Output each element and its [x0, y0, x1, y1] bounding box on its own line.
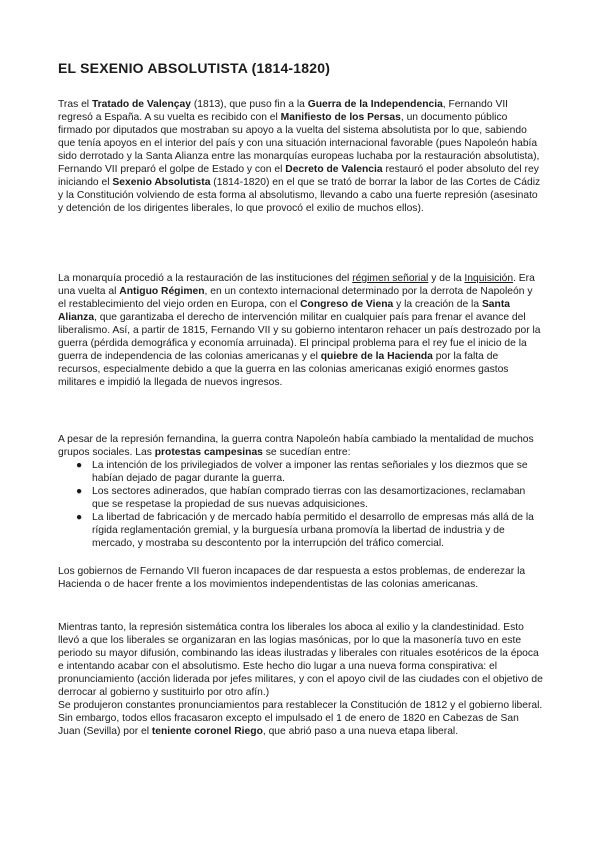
text: A pesar de la represión fernandina, la guerra contra Napoleón había cambiado la mentalidad de muchos grupos sociales. Las: [58, 434, 534, 458]
bold-term: Manifiesto de los Persas: [280, 111, 401, 123]
list-item-text: La libertad de fabricación y de mercado había permitido el desarrollo de empresas más allá de la rígida reglamentación gremial, y la burguesía urbana promovía la libertad de industria y de mercado, y mostraba su descontento por la interrupción del tráfico comercial.: [92, 511, 534, 549]
text: restauró el poder absoluto del rey iniciando el: [58, 163, 539, 188]
bold-term: teniente coronel Riego: [151, 725, 263, 737]
bullet-icon: ●: [76, 460, 83, 471]
paragraph-valencay: [58, 99, 543, 216]
bold-term: Guerra de la Independencia: [307, 99, 443, 110]
text-line-group: [58, 700, 543, 739]
bold-term: Sexenio Absolutista: [112, 176, 211, 188]
list-item: [58, 512, 543, 551]
bold-term: protestas campesinas: [154, 446, 263, 458]
paragraph-restauracion: [58, 273, 543, 390]
document-title: EL SEXENIO ABSOLUTISTA (1814-1820): [58, 60, 331, 76]
text: se sucedían entre:: [262, 446, 351, 458]
underlined-term: Inquisición: [464, 273, 514, 284]
text: , que abrió paso a una nueva etapa liberal.: [262, 725, 459, 737]
list-item-text: La intención de los privilegiados de volver a imponer las rentas señoriales y los diezmos que se habían dejado de pagar durante la guerra.: [92, 460, 528, 484]
text: (1813), que puso fin a la: [190, 99, 308, 110]
text: (1814-1820) en el que se trató de borrar la labor de las Cortes de Cádiz y la Constitución volviendo de esta forma al absolutismo, llevando a cabo una fuerte represión (asesinato y detención de los dirigentes liberales, lo que provocó el exilio de muchos ellos).: [58, 176, 541, 214]
text: , Fernando VII regresó a España. A su vuelta es recibido con el: [58, 99, 509, 123]
bullet-icon: ●: [76, 485, 83, 497]
text: y de la: [428, 273, 465, 284]
bold-term: Antiguo Régimen: [119, 285, 205, 297]
bold-term: Santa Alianza: [58, 298, 510, 323]
text: Se produjeron constantes pronunciamientos para restablecer la Constitución de 1812 y el gobierno liberal. Sin embargo, todos ellos fracasaron excepto el impulsado el 1 de enero de 1820 en Cabezas de San Juan (Sevilla) por el: [58, 699, 543, 737]
bold-term: Tratado de Valençay: [91, 99, 191, 110]
paragraph-pronunciamientos: [58, 622, 543, 739]
bold-term: quiebre de la Hacienda: [320, 350, 433, 362]
underlined-term: régimen señorial: [352, 273, 429, 284]
bold-term: Congreso de Viena: [300, 298, 394, 310]
text: , que garantizaba el derecho de intervención militar en cualquier país para frenar el avance del liberalismo. Así, a partir de 1815, Fernando VII y su gobierno intentaron rehacer un país destrozado por la guerra (pérdida demográfica y economía arruinada). El principal problema para el rey fue el inicio de la guerra de independencia de las colonias americanas y el: [58, 311, 541, 362]
bullet-list: [58, 460, 543, 551]
bullet-icon: ●: [76, 511, 83, 523]
list-item: [58, 460, 543, 486]
paragraph-protestas: [58, 434, 543, 460]
text: . Era una vuelta al: [58, 273, 535, 297]
text: Mientras tanto, la represión sistemática contra los liberales los aboca al exilio y la clandestinidad. Esto llevó a que los liberales se organizaran en las logias masónicas, por lo que la masonería tuvo en este periodo su mayor difusión, combinando las ideas ilustradas y liberales con rituales esotéricos de la época e intentando acabar con el absolutismo. Este hecho dio lugar a una nueva forma conspirativa: el pronunciamiento (acción liderada por jefes militares, y con el apoyo civil de las ciudades con el objetivo de derrocar al gobierno y sustituirlo por otro afín.): [58, 622, 543, 698]
text: por la falta de recursos, especialmente debido a que la guerra en las colonias americanas exigió enormes gastos militares e impidió la llegada de nuevos ingresos.: [58, 350, 509, 388]
paragraph-gobiernos: Los gobiernos de Fernando VII fueron incapaces de dar respuesta a estos problemas, de enderezar la Hacienda o de hacer frente a los movimientos independentistas de las colonias americanas.: [58, 566, 526, 590]
bold-term: Decreto de Valencia: [285, 163, 383, 175]
text: , un documento público firmado por diputados que mostraban su apoyo a la vuelta del sistema absolutista por lo que, sabiendo que tenía apoyos en el interior del país y con una situación internacional favorable (pues Napoleón había sido derrotado y la Santa Alianza entre las monarquías europeas luchaba por la restauración absolutista), Fernando VII preparó el golpe de Estado y con el: [58, 111, 540, 175]
text: y la creación de la: [393, 298, 482, 310]
text: La monarquía procedió a la restauración de las instituciones del: [58, 273, 353, 284]
text: , en un contexto internacional determinado por la derrota de Napoleón y el restablecimiento del viejo orden en Europa, con el: [58, 285, 533, 310]
list-item: [58, 486, 543, 512]
text: Tras el: [58, 99, 92, 110]
list-item-text: Los sectores adinerados, que habían comprado tierras con las desamortizaciones, reclamaban que se respetase la propiedad de sus nuevas adquisiciones.: [92, 485, 526, 510]
